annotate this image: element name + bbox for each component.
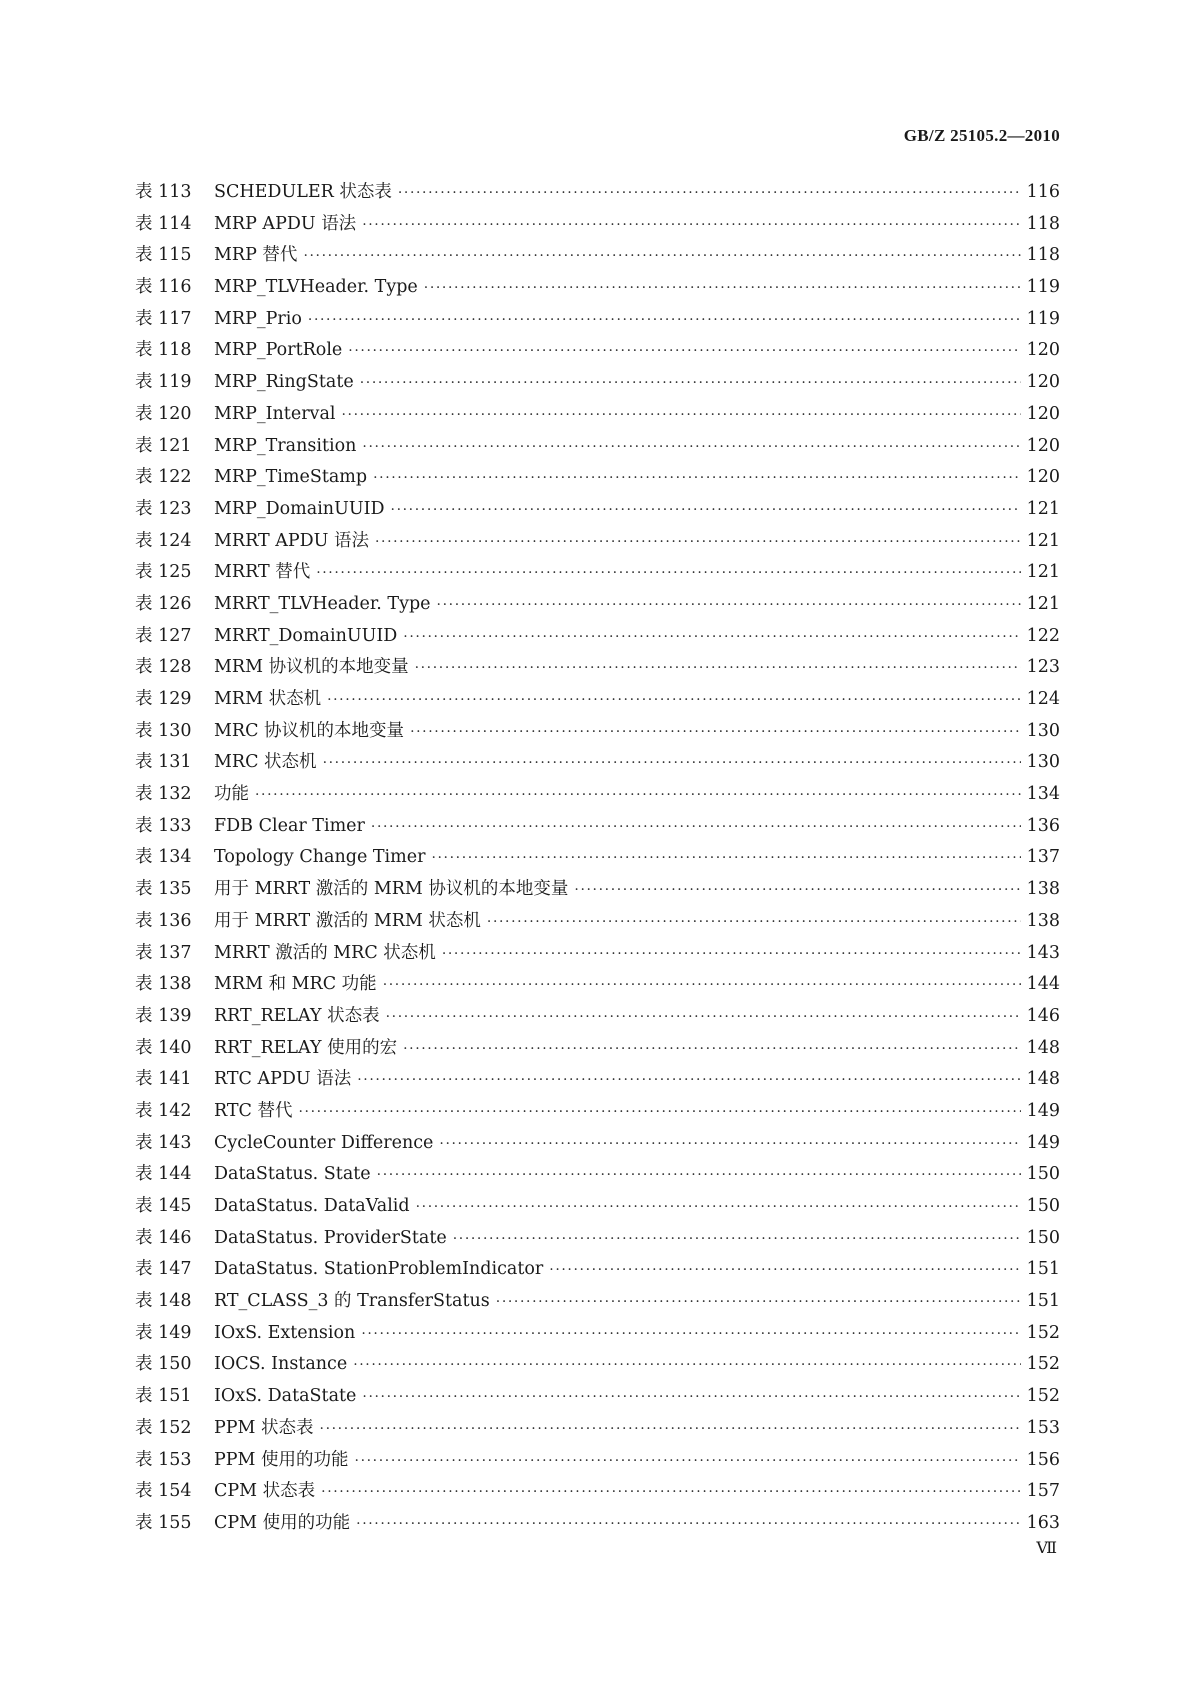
toc-entry[interactable] — [135, 1192, 1060, 1224]
toc-entry-label: 表 135 — [135, 879, 192, 900]
toc-entry-title: MRRT APDU 语法 — [214, 530, 369, 551]
toc-entry[interactable] — [135, 305, 1060, 337]
toc-entry-label: 表 119 — [135, 372, 192, 393]
toc-entry-title: MRRT 激活的 MRC 状态机 — [214, 942, 436, 963]
toc-entry-page: 124 — [1026, 689, 1060, 709]
toc-dot-leader — [341, 407, 1020, 423]
toc-entry-title: DataStatus. StationProblemIndicator — [214, 1259, 544, 1280]
toc-entry-label: 表 138 — [135, 974, 192, 995]
toc-entry-page: 118 — [1026, 245, 1060, 266]
toc-entry[interactable] — [135, 463, 1060, 495]
toc-entry-label: 表 142 — [135, 1100, 192, 1121]
toc-entry-title: PPM 状态表 — [214, 1417, 314, 1438]
toc-entry-title: CPM 使用的功能 — [214, 1512, 351, 1533]
toc-entry-page: 120 — [1026, 435, 1060, 456]
toc-entry-title: DataStatus. DataValid — [214, 1196, 410, 1216]
toc-entry-page: 144 — [1026, 974, 1060, 995]
toc-entry[interactable] — [135, 1034, 1060, 1066]
toc-entry-title: RTC 替代 — [214, 1100, 293, 1121]
toc-entry-label: 表 150 — [135, 1354, 192, 1375]
toc-entry-page: 146 — [1026, 1005, 1060, 1026]
toc-dot-leader — [386, 1009, 1021, 1025]
toc-entry-page: 120 — [1026, 467, 1060, 488]
toc-entry-label: 表 115 — [135, 245, 192, 266]
toc-dot-leader — [356, 1516, 1020, 1532]
toc-entry-title: MRP 替代 — [214, 245, 298, 266]
toc-dot-leader — [375, 534, 1021, 550]
toc-entry-page: 120 — [1026, 403, 1060, 424]
toc-dot-leader — [437, 597, 1021, 613]
toc-entry-title: RRT_RELAY 状态表 — [214, 1005, 380, 1026]
toc-entry[interactable] — [135, 1002, 1060, 1034]
toc-entry-label: 表 140 — [135, 1037, 192, 1058]
toc-dot-leader — [327, 692, 1021, 708]
toc-entry-title: MRRT_TLVHeader. Type — [214, 593, 431, 614]
toc-entry-title: DataStatus. State — [214, 1164, 371, 1185]
toc-entry-label: 表 128 — [135, 657, 192, 678]
toc-entry[interactable] — [135, 970, 1060, 1002]
toc-entry[interactable] — [135, 843, 1060, 875]
toc-entry[interactable] — [135, 685, 1060, 717]
toc-entry[interactable] — [135, 178, 1060, 210]
toc-entry[interactable] — [135, 1160, 1060, 1192]
toc-entry[interactable] — [135, 241, 1060, 273]
toc-entry-label: 表 148 — [135, 1291, 192, 1312]
toc-entry-title: MRC 状态机 — [214, 752, 317, 773]
toc-entry-title: 用于 MRRT 激活的 MRM 状态机 — [214, 910, 481, 931]
toc-entry[interactable] — [135, 590, 1060, 622]
toc-entry-label: 表 122 — [135, 467, 192, 488]
toc-entry-label: 表 126 — [135, 593, 192, 614]
toc-entry-page: 157 — [1026, 1481, 1060, 1502]
toc-dot-leader — [323, 755, 1021, 771]
toc-entry-page: 119 — [1026, 277, 1060, 298]
toc-entry-label: 表 152 — [135, 1417, 192, 1438]
toc-dot-leader — [424, 280, 1021, 296]
toc-entry[interactable] — [135, 939, 1060, 971]
toc-entry-title: Topology Change Timer — [214, 847, 426, 868]
toc-entry-title: IOxS. Extension — [214, 1322, 356, 1343]
toc-entry[interactable] — [135, 717, 1060, 749]
toc-entry-page: 149 — [1026, 1100, 1060, 1121]
toc-entry-page: 122 — [1026, 625, 1060, 646]
toc-entry[interactable] — [135, 1129, 1060, 1161]
toc-entry-label: 表 137 — [135, 942, 192, 963]
toc-entry[interactable] — [135, 336, 1060, 368]
toc-entry[interactable] — [135, 875, 1060, 907]
toc-entry-label: 表 123 — [135, 498, 192, 519]
toc-dot-leader — [398, 185, 1021, 201]
toc-entry[interactable] — [135, 1350, 1060, 1382]
toc-entry-page: 118 — [1026, 213, 1060, 234]
toc-entry[interactable] — [135, 527, 1060, 559]
toc-dot-leader — [362, 1389, 1020, 1405]
toc-entry[interactable] — [135, 400, 1060, 432]
toc-entry[interactable] — [135, 432, 1060, 464]
toc-dot-leader — [391, 502, 1021, 518]
toc-entry-title: MRM 和 MRC 功能 — [214, 974, 377, 995]
toc-entry-title: IOxS. DataState — [214, 1386, 357, 1407]
toc-dot-leader — [360, 375, 1021, 391]
toc-entry-title: MRP APDU 语法 — [214, 213, 357, 234]
toc-dot-leader — [496, 1294, 1021, 1310]
toc-entry-label: 表 143 — [135, 1132, 192, 1153]
toc-entry-title: CPM 状态表 — [214, 1481, 316, 1502]
toc-dot-leader — [316, 565, 1020, 581]
toc-entry-label: 表 121 — [135, 435, 192, 456]
toc-entry[interactable] — [135, 210, 1060, 242]
toc-entry-label: 表 153 — [135, 1449, 192, 1470]
toc-dot-leader — [299, 1104, 1021, 1120]
toc-entry-label: 表 136 — [135, 910, 192, 931]
toc-dot-leader — [303, 248, 1020, 264]
toc-entry-title: MRP_Transition — [214, 435, 357, 456]
toc-dot-leader — [362, 439, 1020, 455]
toc-dot-leader — [403, 1041, 1021, 1057]
toc-dot-leader — [373, 470, 1021, 486]
toc-entry-label: 表 118 — [135, 340, 192, 361]
toc-dot-leader — [371, 819, 1021, 835]
table-of-contents — [135, 178, 1060, 1541]
toc-entry-title: MRP_TimeStamp — [214, 467, 368, 488]
toc-entry-title: MRP_Interval — [214, 403, 336, 424]
toc-dot-leader — [442, 946, 1021, 962]
toc-dot-leader — [453, 1231, 1021, 1247]
toc-entry[interactable] — [135, 780, 1060, 812]
toc-entry-label: 表 144 — [135, 1164, 192, 1185]
toc-entry-title: PPM 使用的功能 — [214, 1449, 349, 1470]
toc-entry-page: 150 — [1026, 1227, 1060, 1248]
toc-entry-page: 143 — [1026, 942, 1060, 963]
toc-entry-page: 130 — [1026, 720, 1060, 741]
toc-entry-page: 120 — [1026, 340, 1060, 361]
toc-entry[interactable] — [135, 1224, 1060, 1256]
toc-entry[interactable] — [135, 495, 1060, 527]
toc-entry-label: 表 120 — [135, 403, 192, 424]
toc-entry-page: 151 — [1026, 1291, 1060, 1312]
toc-entry[interactable] — [135, 273, 1060, 305]
toc-entry[interactable] — [135, 653, 1060, 685]
toc-entry-label: 表 134 — [135, 847, 192, 868]
toc-entry[interactable] — [135, 748, 1060, 780]
toc-entry-page: 138 — [1026, 910, 1060, 931]
toc-entry-page: 156 — [1026, 1449, 1060, 1470]
toc-entry[interactable] — [135, 1287, 1060, 1319]
toc-entry-label: 表 127 — [135, 625, 192, 646]
toc-dot-leader — [549, 1262, 1020, 1278]
toc-entry-label: 表 151 — [135, 1386, 192, 1407]
toc-entry[interactable] — [135, 558, 1060, 590]
toc-entry-page: 153 — [1026, 1417, 1060, 1438]
toc-entry-title: MRP_PortRole — [214, 340, 343, 361]
toc-entry[interactable] — [135, 1382, 1060, 1414]
toc-entry-title: CycleCounter Difference — [214, 1132, 434, 1153]
toc-entry-label: 表 147 — [135, 1259, 192, 1280]
toc-entry[interactable] — [135, 1509, 1060, 1541]
toc-entry-label: 表 155 — [135, 1512, 192, 1533]
toc-entry-title: FDB Clear Timer — [214, 815, 365, 836]
toc-entry-label: 表 132 — [135, 784, 192, 805]
toc-entry-title: 用于 MRRT 激活的 MRM 协议机的本地变量 — [214, 879, 569, 900]
toc-dot-leader — [348, 343, 1020, 359]
toc-entry[interactable] — [135, 1446, 1060, 1478]
toc-dot-leader — [320, 1421, 1021, 1437]
toc-entry-page: 148 — [1026, 1069, 1060, 1090]
toc-dot-leader — [403, 629, 1020, 645]
toc-entry-title: RRT_RELAY 使用的宏 — [214, 1037, 398, 1058]
toc-entry-title: MRP_Prio — [214, 308, 302, 329]
toc-entry[interactable] — [135, 907, 1060, 939]
toc-dot-leader — [353, 1357, 1020, 1373]
toc-entry-label: 表 131 — [135, 752, 192, 773]
toc-entry-page: 150 — [1026, 1196, 1060, 1216]
toc-entry-page: 121 — [1026, 498, 1060, 519]
toc-dot-leader — [410, 724, 1021, 740]
toc-dot-leader — [308, 312, 1021, 328]
document-code: GB/Z 25105.2—2010 — [903, 126, 1060, 145]
toc-entry-page: 116 — [1026, 182, 1060, 202]
toc-entry[interactable] — [135, 1414, 1060, 1446]
toc-entry-page: 134 — [1026, 784, 1060, 805]
toc-entry-page: 123 — [1026, 657, 1060, 678]
toc-dot-leader — [574, 882, 1020, 898]
toc-entry-title: SCHEDULER 状态表 — [214, 182, 392, 202]
toc-dot-leader — [377, 1167, 1021, 1183]
toc-entry-title: IOCS. Instance — [214, 1354, 348, 1375]
toc-entry-page: 163 — [1026, 1512, 1060, 1533]
toc-entry-title: MRP_TLVHeader. Type — [214, 277, 418, 298]
toc-entry[interactable] — [135, 812, 1060, 844]
toc-entry-label: 表 129 — [135, 689, 192, 709]
toc-entry-page: 137 — [1026, 847, 1060, 868]
toc-entry-page: 149 — [1026, 1132, 1060, 1153]
toc-entry-label: 表 117 — [135, 308, 192, 329]
toc-entry-page: 152 — [1026, 1354, 1060, 1375]
toc-dot-leader — [383, 977, 1021, 993]
toc-dot-leader — [361, 1326, 1020, 1342]
toc-entry-title: MRRT_DomainUUID — [214, 625, 398, 646]
toc-dot-leader — [415, 660, 1021, 676]
toc-dot-leader — [431, 850, 1020, 866]
toc-entry-label: 表 133 — [135, 815, 192, 836]
toc-entry-page: 119 — [1026, 308, 1060, 329]
toc-entry-label: 表 125 — [135, 562, 192, 583]
toc-entry-title: MRM 状态机 — [214, 689, 322, 709]
toc-entry-label: 表 145 — [135, 1196, 192, 1216]
toc-entry-page: 136 — [1026, 815, 1060, 836]
toc-entry-label: 表 154 — [135, 1481, 192, 1502]
toc-dot-leader — [355, 1453, 1021, 1469]
toc-entry-title: RTC APDU 语法 — [214, 1069, 352, 1090]
toc-entry-page: 150 — [1026, 1164, 1060, 1185]
toc-dot-leader — [321, 1484, 1020, 1500]
toc-entry-label: 表 114 — [135, 213, 192, 234]
toc-dot-leader — [362, 217, 1020, 233]
toc-entry-page: 120 — [1026, 372, 1060, 393]
toc-entry-label: 表 116 — [135, 277, 192, 298]
toc-dot-leader — [255, 787, 1021, 803]
toc-entry-page: 121 — [1026, 530, 1060, 551]
toc-entry[interactable] — [135, 1255, 1060, 1287]
toc-entry-page: 138 — [1026, 879, 1060, 900]
toc-entry-page: 121 — [1026, 593, 1060, 614]
toc-entry-label: 表 139 — [135, 1005, 192, 1026]
toc-entry-page: 148 — [1026, 1037, 1060, 1058]
toc-entry[interactable] — [135, 1319, 1060, 1351]
toc-entry-page: 152 — [1026, 1322, 1060, 1343]
toc-entry-page: 130 — [1026, 752, 1060, 773]
toc-dot-leader — [357, 1072, 1020, 1088]
toc-dot-leader — [487, 914, 1021, 930]
toc-entry-label: 表 130 — [135, 720, 192, 741]
toc-dot-leader — [416, 1199, 1021, 1215]
toc-entry-label: 表 149 — [135, 1322, 192, 1343]
toc-entry-label: 表 141 — [135, 1069, 192, 1090]
toc-entry[interactable] — [135, 1065, 1060, 1097]
toc-entry-title: MRM 协议机的本地变量 — [214, 657, 409, 678]
toc-entry-title: DataStatus. ProviderState — [214, 1227, 447, 1248]
toc-entry-page: 121 — [1026, 562, 1060, 583]
toc-entry-title: MRC 协议机的本地变量 — [214, 720, 405, 741]
toc-entry-title: RT_CLASS_3 的 TransferStatus — [214, 1291, 490, 1312]
toc-entry[interactable] — [135, 622, 1060, 654]
toc-entry-title: MRP_DomainUUID — [214, 498, 385, 519]
toc-dot-leader — [439, 1136, 1020, 1152]
toc-entry-page: 152 — [1026, 1386, 1060, 1407]
toc-entry-label: 表 146 — [135, 1227, 192, 1248]
toc-entry-label: 表 124 — [135, 530, 192, 551]
toc-entry-title: MRP_RingState — [214, 372, 354, 393]
toc-entry[interactable] — [135, 1477, 1060, 1509]
toc-entry-title: MRRT 替代 — [214, 562, 311, 583]
toc-entry[interactable] — [135, 1097, 1060, 1129]
toc-entry[interactable] — [135, 368, 1060, 400]
toc-entry-page: 151 — [1026, 1259, 1060, 1280]
page-number: Ⅶ — [1036, 1540, 1057, 1557]
toc-entry-label: 表 113 — [135, 182, 192, 202]
toc-entry-title: 功能 — [214, 784, 249, 805]
